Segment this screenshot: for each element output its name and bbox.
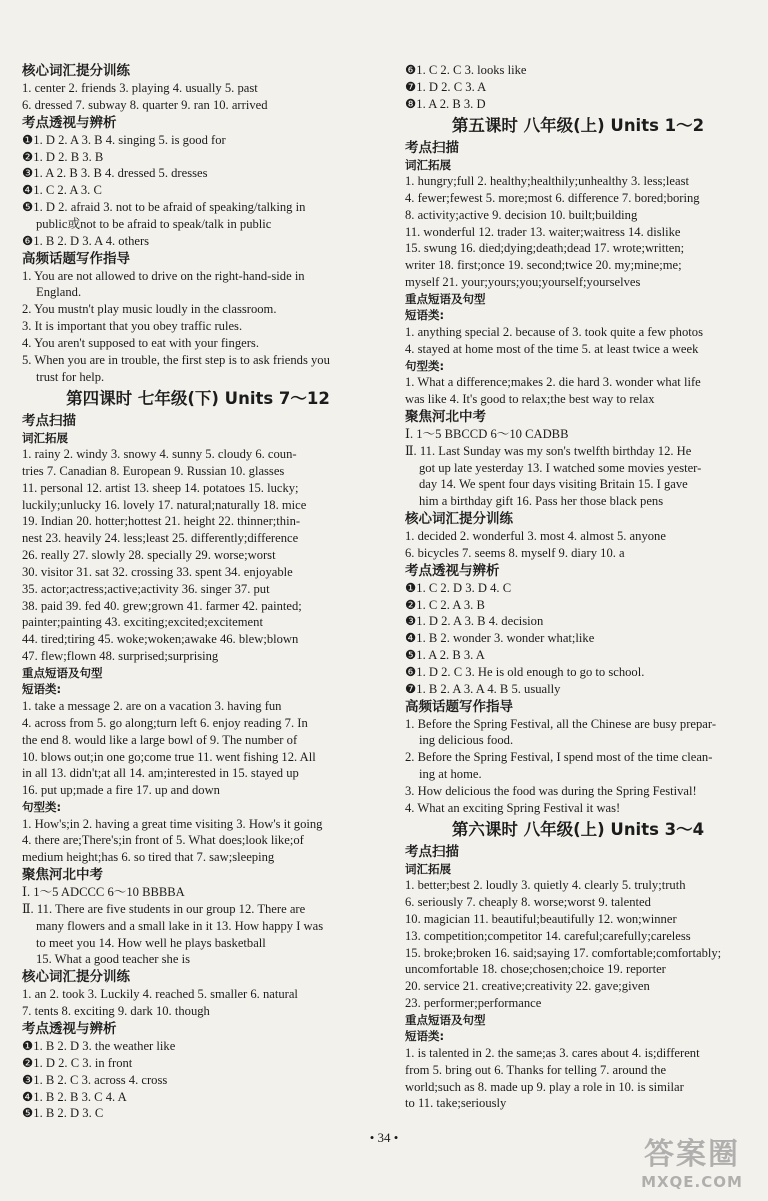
- answer-line: 1. decided 2. wonderful 3. most 4. almost 5. anyone: [405, 529, 666, 544]
- answer-line: ❷1. D 2. C 3. in front: [22, 1055, 133, 1070]
- answer-line: public或not to be afraid to speak/talk in public: [36, 216, 272, 231]
- watermark: [622, 1129, 762, 1191]
- answer-line: 26. really 27. slowly 28. specially 29. worse;worst: [22, 548, 276, 563]
- answer-line: to meet you 14. How well he plays basketball: [36, 935, 266, 950]
- answer-line: 4. What an exciting Spring Festival it was!: [405, 800, 621, 815]
- right-column: [405, 62, 751, 1112]
- answer-line: 16. put up;made a fire 17. up and down: [22, 783, 220, 798]
- answer-line: ❷1. C 2. A 3. B: [405, 597, 485, 612]
- lesson-title: 第四课时 七年级(下) Units 7～12: [66, 388, 330, 408]
- answer-line: 6. dressed 7. subway 8. quarter 9. ran 10. arrived: [22, 97, 268, 112]
- answer-line: to 11. take;seriously: [405, 1096, 507, 1111]
- answer-line: 1. Before the Spring Festival, all the Chinese are busy prepar-: [405, 716, 717, 731]
- answer-line: 1. hungry;full 2. healthy;healthily;unhealthy 3. less;least: [405, 174, 690, 189]
- answer-line: 5. When you are in trouble, the first step is to ask friends you: [22, 352, 330, 367]
- answer-line: ❹1. C 2. A 3. C: [22, 183, 102, 198]
- answer-line: medium height;has 6. so tired that 7. saw;sleeping: [22, 850, 275, 865]
- answer-line: 10. magician 11. beautiful;beautifully 12. won;winner: [405, 911, 677, 926]
- answer-line: 1. What a difference;makes 2. die hard 3. wonder what life: [405, 375, 701, 390]
- answer-line: 4. stayed at home most of the time 5. at least twice a week: [405, 341, 699, 356]
- answer-line: nest 23. heavily 24. less;least 25. differently;difference: [22, 531, 299, 546]
- answer-line: ❶1. D 2. A 3. B 4. singing 5. is good for: [22, 132, 226, 147]
- answer-line: 4. there are;There's;in front of 5. What does;look like;of: [22, 833, 304, 848]
- subsection-heading: 短语类:: [405, 308, 445, 323]
- section-heading: 高频话题写作指导: [22, 250, 130, 267]
- answer-line: 7. tents 8. exciting 9. dark 10. though: [22, 1004, 210, 1019]
- left-column: [22, 62, 374, 1122]
- answer-line: 30. visitor 31. sat 32. crossing 33. spent 34. enjoyable: [22, 564, 293, 579]
- answer-line: 8. activity;active 9. decision 10. built;building: [405, 207, 638, 222]
- subsection-heading: 句型类:: [22, 800, 62, 815]
- answer-line: 1. an 2. took 3. Luckily 4. reached 5. smaller 6. natural: [22, 987, 298, 1002]
- answer-line: 1. is talented in 2. the same;as 3. cares about 4. is;different: [405, 1045, 700, 1060]
- answer-line: 13. competition;competitor 14. careful;carefully;careless: [405, 928, 691, 943]
- answer-line: 1. rainy 2. windy 3. snowy 4. sunny 5. cloudy 6. coun-: [22, 447, 297, 461]
- section-heading: 考点透视与辨析: [22, 114, 117, 131]
- answer-line: 6. bicycles 7. seems 8. myself 9. diary 10. a: [405, 545, 625, 560]
- answer-line: 6. seriously 7. cheaply 8. worse;worst 9. talented: [405, 895, 651, 910]
- answer-line: ❸1. A 2. B 3. B 4. dressed 5. dresses: [22, 166, 208, 181]
- answer-line: ❹1. B 2. B 3. C 4. A: [22, 1089, 127, 1104]
- answer-line: world;such as 8. made up 9. play a role in 10. is similar: [405, 1079, 684, 1094]
- subsection-heading: 词汇拓展: [405, 157, 451, 172]
- answer-line: ❺1. A 2. B 3. A: [405, 648, 485, 663]
- answer-line: ❸1. D 2. A 3. B 4. decision: [405, 614, 544, 629]
- subsection-heading: 短语类:: [405, 1029, 445, 1044]
- answer-line: 19. Indian 20. hotter;hottest 21. height 22. thinner;thin-: [22, 514, 301, 529]
- lesson-title: 第六课时 八年级(上) Units 3～4: [451, 819, 705, 839]
- answer-line: 47. flew;flown 48. surprised;surprising: [22, 649, 219, 664]
- answer-line: got up late yesterday 13. I watched some movies yester-: [419, 460, 702, 475]
- answer-line: 4. You aren't supposed to eat with your fingers.: [22, 335, 259, 350]
- page-number: • 34 •: [369, 1130, 399, 1145]
- section-heading: 聚焦河北中考: [405, 408, 486, 425]
- answer-line: 20. service 21. creative;creativity 22. gave;given: [405, 979, 650, 994]
- answer-line: 4. across from 5. go along;turn left 6. enjoy reading 7. In: [22, 715, 308, 730]
- answer-line: 23. performer;performance: [405, 996, 542, 1011]
- answer-line: him a birthday gift 16. Pass her those black pens: [419, 494, 664, 509]
- answer-line: ❺1. B 2. D 3. C: [22, 1106, 104, 1121]
- answer-line: 3. It is important that you obey traffic rules.: [22, 319, 243, 334]
- answer-line: 15. swung 16. died;dying;death;dead 17. wrote;written;: [405, 241, 685, 256]
- section-heading: 考点透视与辨析: [22, 1020, 117, 1037]
- section-heading: 考点扫描: [405, 843, 459, 860]
- answer-line: luckily;unlucky 16. lovely 17. natural;naturally 18. mice: [22, 497, 307, 512]
- answer-line: from 5. bring out 6. Thanks for telling 7. around the: [405, 1062, 667, 1077]
- section-heading: 考点扫描: [22, 412, 76, 429]
- answer-line: Ⅰ. 1～5 ADCCC 6～10 BBBBA: [22, 885, 185, 900]
- answer-line: 44. tired;tiring 45. woke;woken;awake 46. blew;blown: [22, 632, 299, 647]
- answer-line: ❻1. B 2. D 3. A 4. others: [22, 233, 150, 248]
- answer-line: 10. blows out;in one go;come true 11. went fishing 12. All: [22, 749, 316, 764]
- section-heading: 高频话题写作指导: [405, 698, 513, 715]
- answer-line: Ⅰ. 1～5 BBCCD 6～10 CADBB: [405, 426, 569, 441]
- answer-line: ❺1. D 2. afraid 3. not to be afraid of speaking/talking in: [22, 200, 306, 215]
- answer-line: ❼1. B 2. A 3. A 4. B 5. usually: [405, 681, 561, 696]
- watermark-logo: 答案圈: [644, 1137, 740, 1172]
- answer-line: day 14. We spent four days visiting Britain 15. I gave: [419, 477, 688, 492]
- answer-line: 1. How's;in 2. having a great time visiting 3. How's it going: [22, 816, 323, 831]
- answer-line: ing at home.: [419, 767, 482, 782]
- answer-line: myself 21. your;yours;you;yourself;yourselves: [405, 275, 641, 290]
- answer-line: ❹1. B 2. wonder 3. wonder what;like: [405, 631, 595, 646]
- answer-line: 2. Before the Spring Festival, I spend most of the time clean-: [405, 750, 713, 765]
- subsection-heading: 词汇拓展: [22, 430, 68, 445]
- answer-line: 35. actor;actress;active;activity 36. singer 37. put: [22, 581, 270, 596]
- section-heading: 核心词汇提分训练: [22, 63, 130, 79]
- answer-line: ❸1. B 2. C 3. across 4. cross: [22, 1072, 168, 1087]
- answer-line: England.: [36, 285, 82, 300]
- answer-line: ❶1. B 2. D 3. the weather like: [22, 1038, 176, 1053]
- section-heading: 核心词汇提分训练: [22, 969, 130, 986]
- answer-line: Ⅱ. 11. There are five students in our group 12. There are: [22, 901, 306, 916]
- answer-line: 15. What a good teacher she is: [36, 952, 190, 967]
- subsection-heading: 重点短语及句型: [22, 665, 103, 680]
- answer-line: ❻1. C 2. C 3. looks like: [405, 63, 527, 77]
- answer-line: 15. broke;broken 16. said;saying 17. comfortable;comfortably;: [405, 945, 722, 960]
- answer-line: 2. You mustn't play music loudly in the classroom.: [22, 302, 277, 317]
- subsection-heading: 重点短语及句型: [405, 291, 486, 306]
- subsection-heading: 词汇拓展: [405, 861, 451, 876]
- answer-line: tries 7. Canadian 8. European 9. Russian 10. glasses: [22, 463, 285, 478]
- section-heading: 考点扫描: [405, 139, 459, 156]
- answer-line: ing delicious food.: [419, 733, 514, 748]
- answer-line: was like 4. It's good to relax;the best way to relax: [405, 391, 655, 406]
- answer-line: ❽1. A 2. B 3. D: [405, 96, 486, 111]
- answer-line: writer 18. first;once 19. second;twice 20. my;mine;me;: [405, 258, 682, 273]
- answer-line: ❻1. D 2. C 3. He is old enough to go to school.: [405, 664, 645, 679]
- answer-line: trust for help.: [36, 369, 105, 384]
- answer-line: ❷1. D 2. B 3. B: [22, 149, 104, 164]
- section-heading: 聚焦河北中考: [22, 867, 103, 884]
- answer-line: 1. take a message 2. are on a vacation 3. having fun: [22, 698, 282, 713]
- answer-line: ❼1. D 2. C 3. A: [405, 79, 487, 94]
- answer-line: 3. How delicious the food was during the Spring Festival!: [405, 784, 697, 798]
- answer-line: 1. center 2. friends 3. playing 4. usually 5. past: [22, 81, 258, 95]
- section-heading: 核心词汇提分训练: [405, 511, 513, 528]
- answer-line: 1. better;best 2. loudly 3. quietly 4. clearly 5. truly;truth: [405, 878, 686, 893]
- answer-line: uncomfortable 18. chose;chosen;choice 19. reporter: [405, 962, 666, 977]
- subsection-heading: 短语类:: [22, 682, 62, 697]
- answer-line: 1. anything special 2. because of 3. took quite a few photos: [405, 324, 703, 339]
- watermark-url: MXQE.COM: [641, 1173, 743, 1191]
- answer-line: 11. wonderful 12. trader 13. waiter;waitress 14. dislike: [405, 224, 681, 239]
- answer-line: Ⅱ. 11. Last Sunday was my son's twelfth birthday 12. He: [405, 443, 692, 458]
- answer-line: 1. You are not allowed to drive on the right-hand-side in: [22, 268, 305, 283]
- answer-line: 38. paid 39. fed 40. grew;grown 41. farmer 42. painted;: [22, 598, 302, 613]
- answer-line: in all 13. didn't;at all 14. am;interested in 15. stayed up: [22, 766, 299, 781]
- subsection-heading: 重点短语及句型: [405, 1012, 486, 1027]
- answer-line: painter;painting 43. exciting;excited;excitement: [22, 615, 263, 630]
- section-heading: 考点透视与辨析: [405, 562, 500, 579]
- answer-line: many flowers and a small lake in it 13. How happy I was: [36, 918, 324, 933]
- lesson-title: 第五课时 八年级(上) Units 1～2: [451, 115, 705, 135]
- answer-line: the end 8. would like a large bowl of 9. The number of: [22, 732, 298, 747]
- answer-line: ❶1. C 2. D 3. D 4. C: [405, 580, 512, 595]
- answer-line: 11. personal 12. artist 13. sheep 14. potatoes 15. lucky;: [22, 480, 299, 495]
- answer-line: 4. fewer;fewest 5. more;most 6. difference 7. bored;boring: [405, 190, 700, 205]
- subsection-heading: 句型类:: [405, 358, 445, 373]
